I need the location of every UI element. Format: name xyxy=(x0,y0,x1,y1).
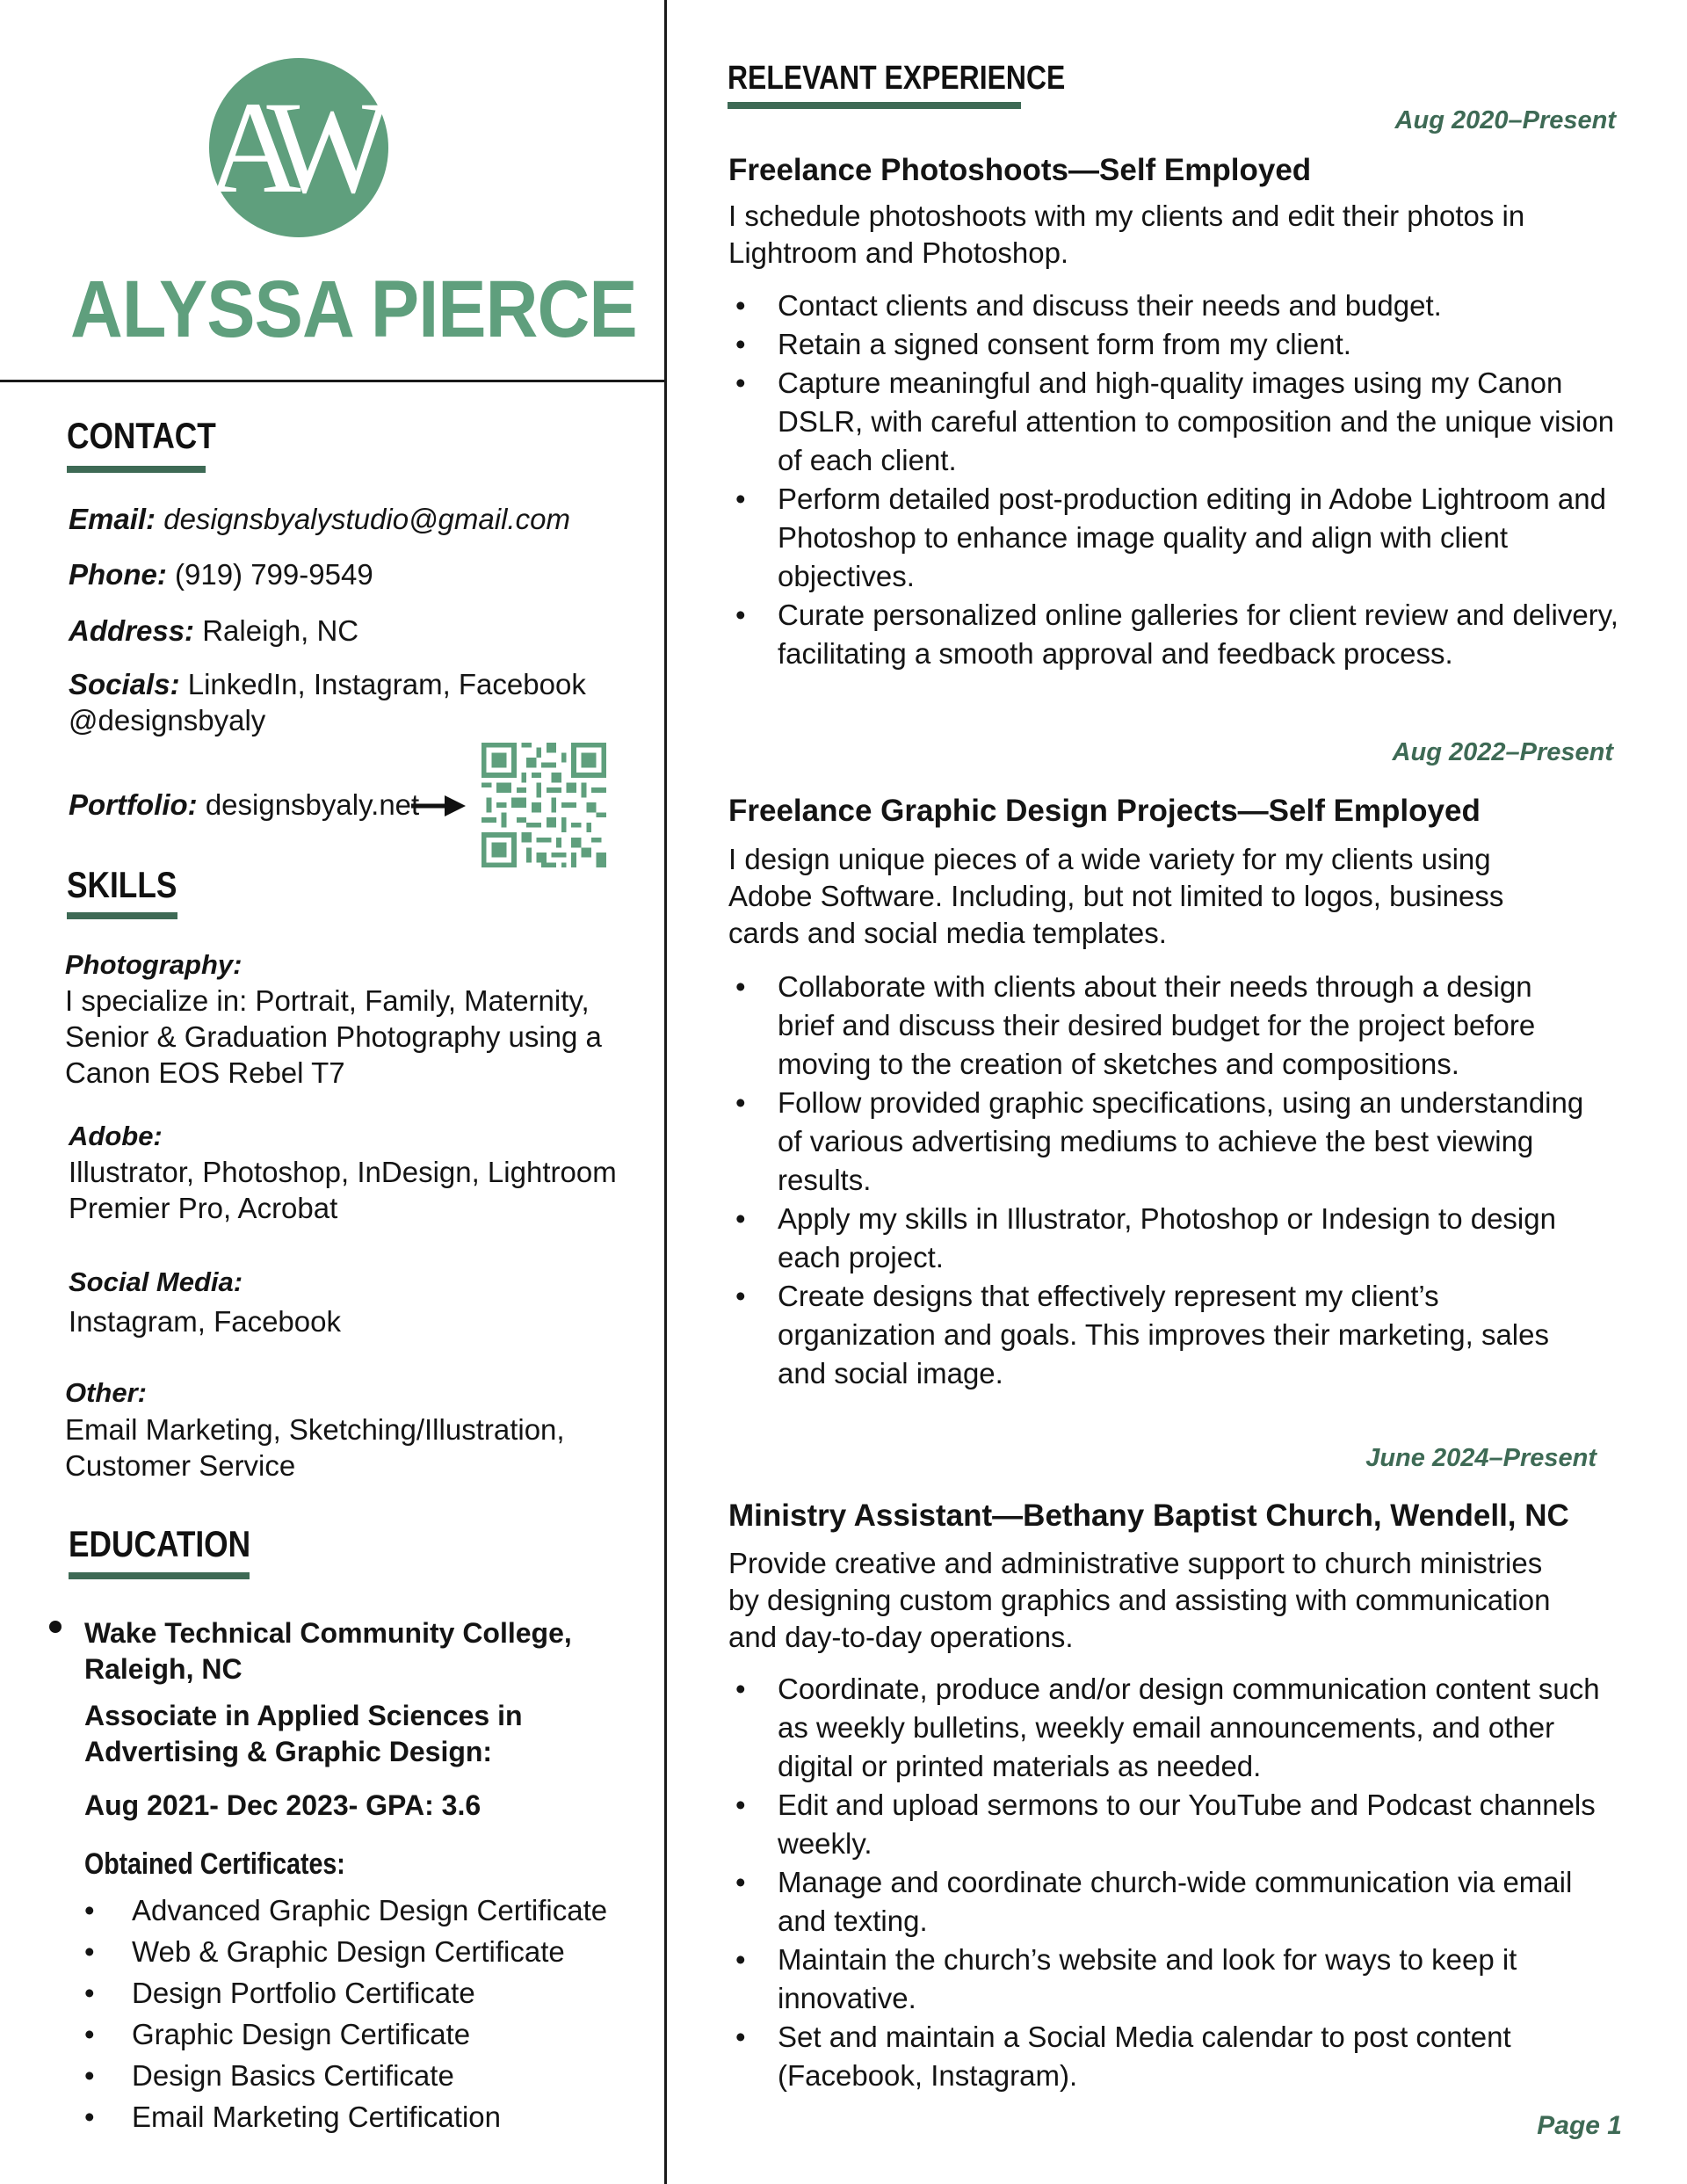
adobe-text: Illustrator, Photoshop, InDesign, Lightroom Premier Pro, Acrobat xyxy=(69,1156,617,1224)
socials-value[interactable]: LinkedIn, Instagram, Facebook xyxy=(187,668,586,700)
certificates-heading: Obtained Certificates: xyxy=(84,1847,345,1881)
contact-heading: CONTACT xyxy=(67,415,216,456)
skills-heading: SKILLS xyxy=(67,864,177,905)
job-bullet: • Manage and coordinate church-wide communication via email and texting. xyxy=(728,1863,1607,1941)
address-line xyxy=(69,614,358,648)
job-bullet: • Collaborate with clients about their needs through a design brief and discuss their desired budget for the project before moving to the creation of sketches and compositions. xyxy=(728,968,1589,1084)
email-value[interactable]: designsbyalystudio@gmail.com xyxy=(163,503,570,535)
certificate-item: • Advanced Graphic Design Certificate xyxy=(84,1890,607,1931)
job-date: June 2024–Present xyxy=(1365,1444,1596,1472)
header-divider xyxy=(0,380,664,382)
monogram-initials: AW xyxy=(206,75,366,221)
other-skills-label: Other: xyxy=(65,1377,147,1408)
job-bullet: • Contact clients and discuss their needs and budget. xyxy=(728,287,1625,325)
address-value: Raleigh, NC xyxy=(202,614,359,647)
qr-code-icon[interactable] xyxy=(481,743,606,867)
job-bullet: • Maintain the church’s website and look for ways to keep it innovative. xyxy=(728,1941,1607,2018)
adobe-label: Adobe: xyxy=(69,1121,163,1151)
job-title: Freelance Photoshoots—Self Employed xyxy=(728,153,1312,187)
photography-text: I specialize in: Portrait, Family, Maternity, Senior & Graduation Photography using a Canon EOS Rebel T7 xyxy=(65,984,602,1089)
certificate-item: • Design Basics Certificate xyxy=(84,2055,607,2096)
page-number: Page 1 xyxy=(1537,2111,1622,2140)
job-bullets xyxy=(728,1670,1607,2095)
column-divider xyxy=(664,0,667,2184)
phone-value[interactable]: (919) 799-9549 xyxy=(175,558,373,591)
job-title: Freelance Graphic Design Projects—Self Employed xyxy=(728,794,1481,828)
job-description: Provide creative and administrative support to church ministries by designing custom graphics and assisting with communication and day-to-day operations. xyxy=(728,1547,1551,1653)
job-bullet: • Capture meaningful and high-quality images using my Canon DSLR, with careful attention to composition and the unique vision of each client. xyxy=(728,364,1625,480)
portfolio-value[interactable]: designsbyaly.net xyxy=(205,788,420,821)
job-title: Ministry Assistant—Bethany Baptist Church, Wendell, NC xyxy=(728,1498,1569,1533)
phone-line xyxy=(69,558,373,591)
socials-label: Socials: xyxy=(69,668,180,700)
portfolio-label: Portfolio: xyxy=(69,788,198,821)
education-heading: EDUCATION xyxy=(69,1523,251,1564)
school-name: Wake Technical Community College, Raleigh, NC xyxy=(84,1617,572,1685)
contact-underline xyxy=(67,466,206,473)
experience-underline xyxy=(728,102,1021,109)
job-date: Aug 2020–Present xyxy=(1394,106,1616,134)
email-line xyxy=(69,503,570,536)
social-media-label: Social Media: xyxy=(69,1266,243,1297)
other-skills-text: Email Marketing, Sketching/Illustration, Customer Service xyxy=(65,1413,565,1482)
job-bullet: • Create designs that effectively represent my client’s organization and goals. This improves their marketing, sales and social image. xyxy=(728,1277,1589,1393)
social-media-text: Instagram, Facebook xyxy=(69,1305,341,1338)
job-bullet: • Apply my skills in Illustrator, Photoshop or Indesign to design each project. xyxy=(728,1200,1589,1277)
socials-handle[interactable]: @designsbyaly xyxy=(69,704,266,736)
socials-line xyxy=(69,668,586,701)
job-bullet: • Coordinate, produce and/or design communication content such as weekly bulletins, weekly email announcements, and other digital or printed materials as needed. xyxy=(728,1670,1607,1786)
degree-name: Associate in Applied Sciences in Advertising & Graphic Design: xyxy=(84,1700,523,1767)
certificate-item: • Design Portfolio Certificate xyxy=(84,1972,607,2013)
education-dates: Aug 2021- Dec 2023- GPA: 3.6 xyxy=(84,1789,481,1821)
job-date: Aug 2022–Present xyxy=(1392,738,1613,766)
experience-heading: RELEVANT EXPERIENCE xyxy=(728,60,1066,97)
job-bullet: • Curate personalized online galleries for client review and delivery, facilitating a smooth approval and feedback process. xyxy=(728,596,1625,673)
certificate-item: • Web & Graphic Design Certificate xyxy=(84,1931,607,1972)
job-description: I design unique pieces of a wide variety for my clients using Adobe Software. Including, but not limited to logos, business cards and social media templates. xyxy=(728,843,1504,949)
candidate-name: ALYSSA PIERCE xyxy=(70,265,637,354)
job-bullets xyxy=(728,968,1589,1393)
portfolio-line xyxy=(69,788,419,822)
phone-label: Phone: xyxy=(69,558,167,591)
certificate-item: • Email Marketing Certification xyxy=(84,2096,607,2137)
certificates-list xyxy=(84,1890,607,2137)
job-bullet: • Retain a signed consent form from my client. xyxy=(728,325,1625,364)
arrow-right-icon xyxy=(411,795,466,816)
address-label: Address: xyxy=(69,614,195,647)
job-bullet: • Follow provided graphic specifications, using an understanding of various advertising mediums to achieve the best viewing results. xyxy=(728,1084,1589,1200)
job-bullet: • Set and maintain a Social Media calendar to post content (Facebook, Instagram). xyxy=(728,2018,1607,2095)
certificate-item: • Graphic Design Certificate xyxy=(84,2013,607,2055)
email-label: Email: xyxy=(69,503,156,535)
education-bullet xyxy=(49,1621,62,1633)
job-bullet: • Perform detailed post-production editing in Adobe Lightroom and Photoshop to enhance image quality and align with client objectives. xyxy=(728,480,1625,596)
job-bullet: • Edit and upload sermons to our YouTube and Podcast channels weekly. xyxy=(728,1786,1607,1863)
job-description: I schedule photoshoots with my clients and edit their photos in Lightroom and Photoshop. xyxy=(728,200,1525,269)
job-bullets xyxy=(728,287,1625,673)
education-underline xyxy=(69,1572,250,1579)
monogram-logo xyxy=(206,58,388,237)
photography-label: Photography: xyxy=(65,949,243,980)
skills-underline xyxy=(67,912,177,919)
